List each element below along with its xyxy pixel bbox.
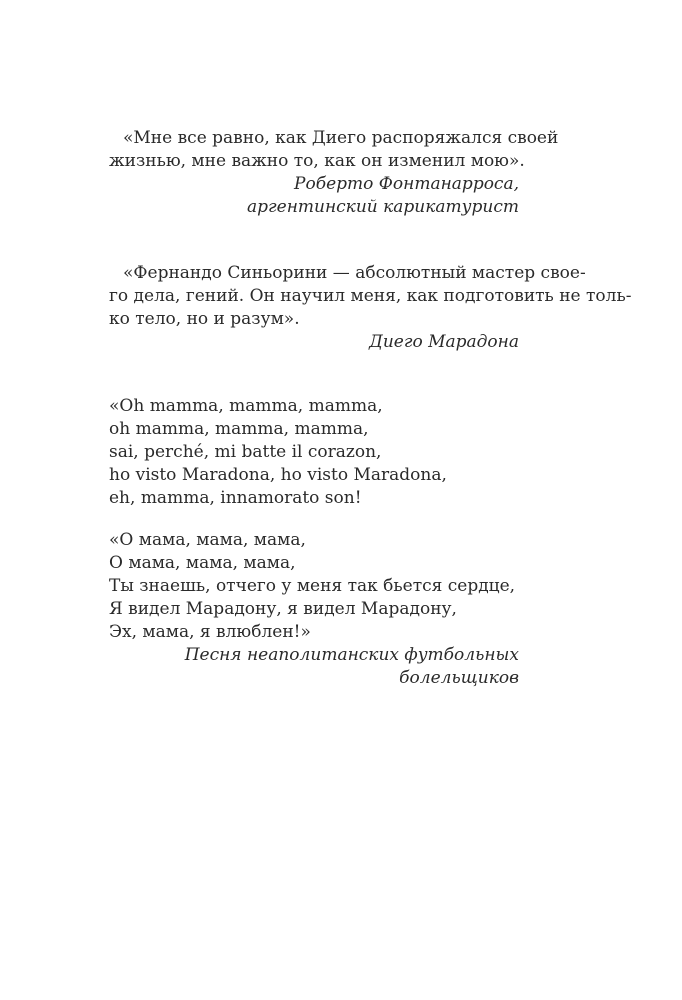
song-attribution: Песня неаполитанских футбольных xyxy=(184,645,519,665)
song-line: sai, perché, mi batte il corazon, xyxy=(109,442,382,462)
song-attribution: болельщиков xyxy=(399,668,519,688)
song-line: «О мама, мама, мама, xyxy=(109,530,306,550)
song-line: Эх, мама, я влюблен!» xyxy=(109,622,311,642)
quote-line: жизнью, мне важно то, как он изменил мою». xyxy=(109,151,525,171)
quote-fontanarrosa xyxy=(109,127,559,219)
song-line: Я видел Марадону, я видел Марадону, xyxy=(109,599,457,619)
quote-line: «Фернандо Синьорини — абсолютный мастер свое- xyxy=(123,263,586,283)
quote-attribution-name: Роберто Фонтанарроса, xyxy=(294,174,519,194)
song-line: oh mamma, mamma, mamma, xyxy=(109,419,369,439)
song-original-italian xyxy=(109,395,519,510)
song-line: ho visto Maradona, ho visto Maradona, xyxy=(109,465,447,485)
quote-maradona xyxy=(109,262,632,354)
quote-attribution-name: Диего Марадона xyxy=(369,332,519,352)
quote-attribution-role: аргентинский карикатурист xyxy=(247,197,519,217)
quote-line: го дела, гений. Он научил меня, как подготовить не толь- xyxy=(109,286,632,306)
song-translation-russian xyxy=(109,529,519,690)
song-line: «Oh mamma, mamma, mamma, xyxy=(109,396,383,416)
song-line: О мама, мама, мама, xyxy=(109,553,296,573)
quote-line: ко тело, но и разум». xyxy=(109,309,300,329)
quote-line: «Мне все равно, как Диего распоряжался своей xyxy=(123,128,559,148)
song-line: Ты знаешь, отчего у меня так бьется сердце, xyxy=(109,576,516,596)
song-line: eh, mamma, innamorato son! xyxy=(109,488,362,508)
